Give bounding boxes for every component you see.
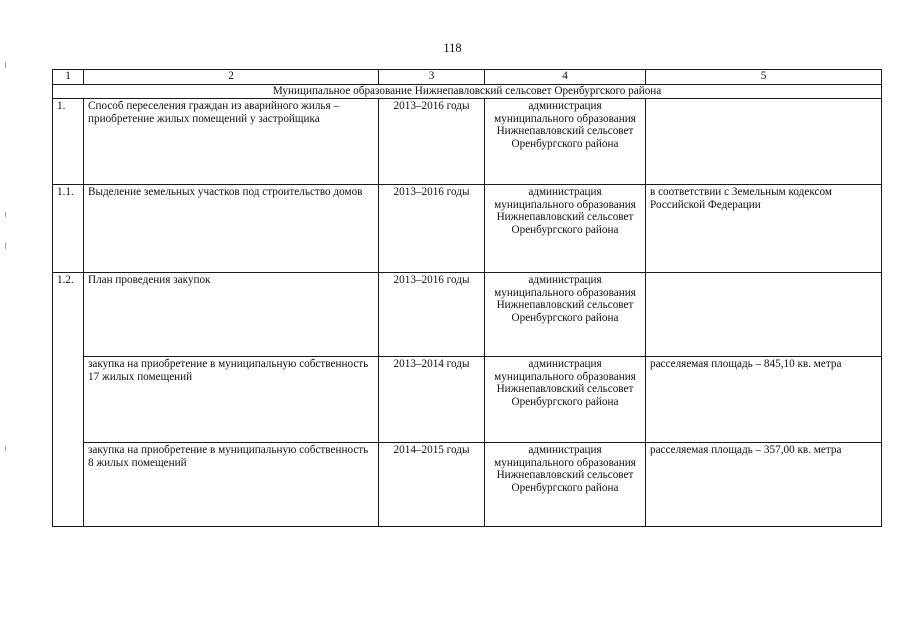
executor-cell: администрация муниципального образования Нижнепавловский сельсовет Оренбургского района <box>485 273 646 357</box>
period-cell: 2013–2016 годы <box>379 99 485 185</box>
measure-name: закупка на приобретение в муниципальную собственность 8 жилых помещений <box>84 443 379 527</box>
table-row <box>53 357 882 443</box>
measure-name: Способ переселения граждан из аварийного жилья – приобретение жилых помещений у застройщика <box>84 99 379 185</box>
margin-mark <box>5 243 6 249</box>
column-header: 2 <box>84 70 379 85</box>
section-title: Муниципальное образование Нижнепавловский сельсовет Оренбургского района <box>53 85 882 99</box>
period-cell: 2013–2014 годы <box>379 357 485 443</box>
period-cell: 2014–2015 годы <box>379 443 485 527</box>
column-header: 5 <box>646 70 882 85</box>
column-header: 4 <box>485 70 646 85</box>
table-row <box>53 443 882 527</box>
measure-name: закупка на приобретение в муниципальную собственность 17 жилых помещений <box>84 357 379 443</box>
note-cell: в соответствии с Земельным кодексом Российской Федерации <box>646 185 882 273</box>
margin-mark <box>5 446 6 451</box>
table-row <box>53 273 882 357</box>
measure-name: Выделение земельных участков под строительство домов <box>84 185 379 273</box>
row-number: 1. <box>53 99 84 185</box>
row-number: 1.1. <box>53 185 84 273</box>
table-row <box>53 99 882 185</box>
row-number: 1.2. <box>53 273 84 527</box>
table-row <box>53 185 882 273</box>
executor-cell: администрация муниципального образования Нижнепавловский сельсовет Оренбургского района <box>485 99 646 185</box>
note-cell <box>646 99 882 185</box>
executor-cell: администрация муниципального образования Нижнепавловский сельсовет Оренбургского района <box>485 357 646 443</box>
margin-mark <box>5 212 6 217</box>
measures-table <box>52 69 882 527</box>
column-header: 3 <box>379 70 485 85</box>
table-header-row <box>53 70 882 85</box>
column-header: 1 <box>53 70 84 85</box>
period-cell: 2013–2016 годы <box>379 273 485 357</box>
executor-cell: администрация муниципального образования Нижнепавловский сельсовет Оренбургского района <box>485 185 646 273</box>
note-cell: расселяемая площадь – 357,00 кв. метра <box>646 443 882 527</box>
note-cell <box>646 273 882 357</box>
executor-cell: администрация муниципального образования Нижнепавловский сельсовет Оренбургского района <box>485 443 646 527</box>
measure-name: План проведения закупок <box>84 273 379 357</box>
period-cell: 2013–2016 годы <box>379 185 485 273</box>
note-cell: расселяемая площадь – 845,10 кв. метра <box>646 357 882 443</box>
margin-mark <box>5 62 6 68</box>
page-number: 118 <box>443 41 462 55</box>
section-row <box>53 85 882 99</box>
